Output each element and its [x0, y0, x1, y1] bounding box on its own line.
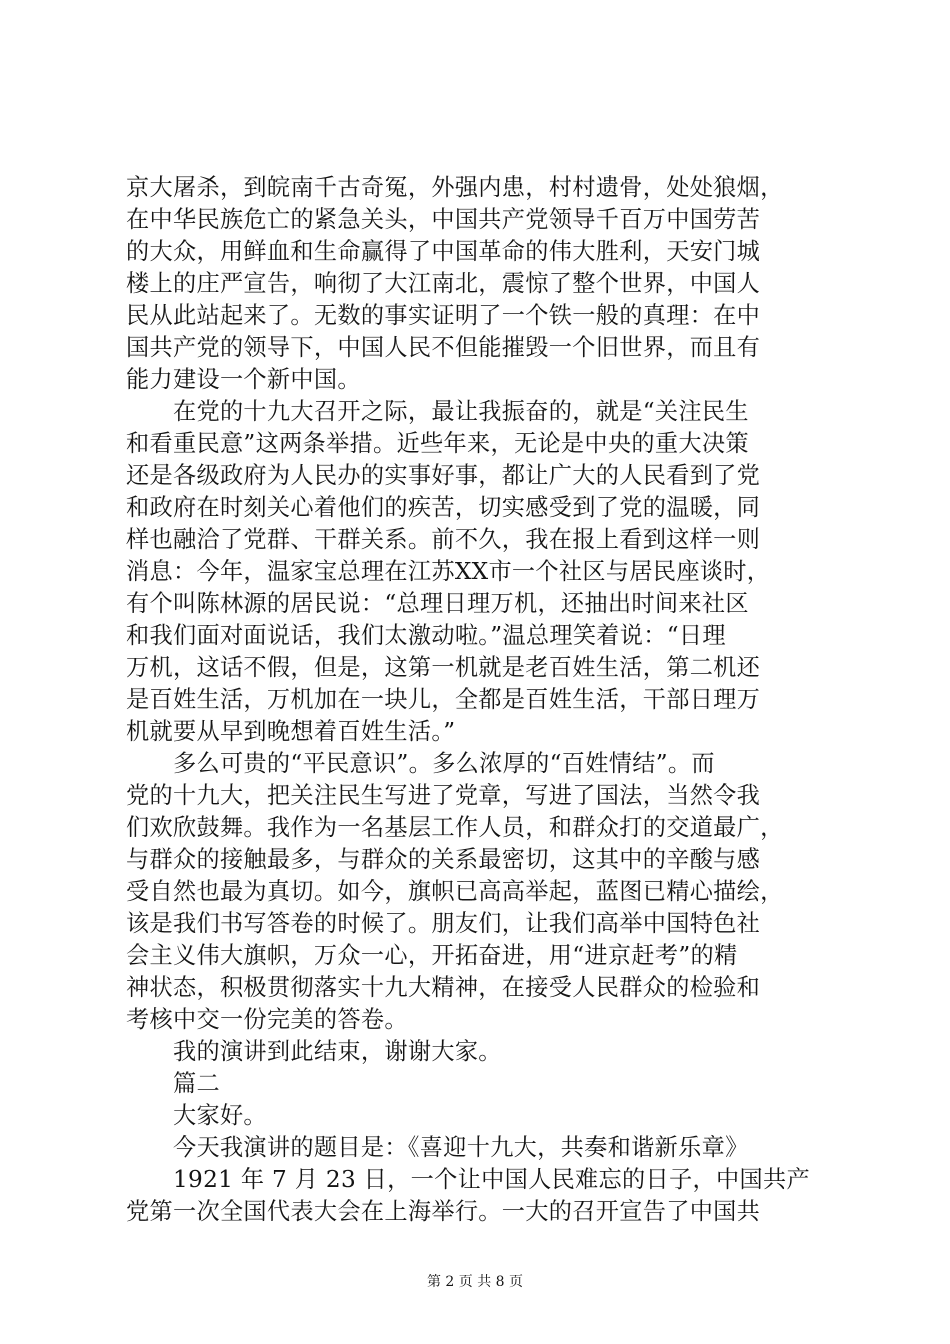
page-footer: 第 2 页 共 8 页	[426, 1274, 524, 1290]
text-line: 与群众的接触最多，与群众的关系最密切，这其中的辛酸与感	[126, 846, 761, 873]
text-line: 我的演讲到此结束，谢谢大家。	[126, 1038, 502, 1065]
text-line: 还是各级政府为人民办的实事好事，都让广大的人民看到了党	[126, 462, 761, 489]
text-line: 京大屠杀，到皖南千古奇冤，外强内患，村村遗骨，处处狼烟，	[126, 174, 784, 201]
text-line: 是百姓生活，万机加在一块儿，全都是百姓生活，干部日理万	[126, 686, 761, 713]
text-line: 万机，这话不假，但是，这第一机就是老百姓生活，第二机还	[126, 654, 761, 681]
document-body	[126, 172, 826, 1228]
text-line: 党的十九大，把关注民生写进了党章，写进了国法，当然令我	[126, 782, 761, 809]
text-line: 楼上的庄严宣告，响彻了大江南北，震惊了整个世界，中国人	[126, 270, 761, 297]
text-line: 在中华民族危亡的紧急关头，中国共产党领导千百万中国劳苦	[126, 206, 761, 233]
text-line: 大家好。	[126, 1102, 267, 1129]
text-line: 考核中交一份完美的答卷。	[126, 1006, 408, 1033]
text-line: 受自然也最为真切。如今，旗帜已高高举起，蓝图已精心描绘，	[126, 878, 784, 905]
text-line: 和政府在时刻关心着他们的疾苦，切实感受到了党的温暖，同	[126, 494, 761, 521]
text-line: 们欢欣鼓舞。我作为一名基层工作人员，和群众打的交道最广，	[126, 814, 784, 841]
text-line: 会主义伟大旗帜，万众一心，开拓奋进，用“进京赶考”的精	[126, 942, 738, 969]
text-line: 党第一次全国代表大会在上海举行。一大的召开宣告了中国共	[126, 1198, 761, 1225]
text-line: 该是我们书写答卷的时候了。朋友们，让我们高举中国特色社	[126, 910, 761, 937]
text-line: 有个叫陈林源的居民说：“总理日理万机，还抽出时间来社区	[126, 590, 749, 617]
text-line: 神状态，积极贯彻落实十九大精神，在接受人民群众的检验和	[126, 974, 761, 1001]
text-line: 国共产党的领导下，中国人民不但能摧毁一个旧世界，而且有	[126, 334, 761, 361]
text-line: 机就要从早到晚想着百姓生活。”	[126, 718, 456, 745]
text-line: 和看重民意”这两条举措。近些年来，无论是中央的重大决策	[126, 430, 749, 457]
text-line: 消息：今年，温家宝总理在江苏XX市一个社区与居民座谈时，	[126, 558, 771, 585]
text-line: 1921 年 7 月 23 日，一个让中国人民难忘的日子，中国共产	[126, 1166, 810, 1193]
text-line: 今天我演讲的题目是：《喜迎十九大，共奏和谐新乐章》	[126, 1134, 749, 1161]
text-line: 篇二	[126, 1070, 220, 1097]
text-line: 多么可贵的“平民意识”。多么浓厚的“百姓情结”。而	[126, 750, 715, 777]
text-line: 的大众，用鲜血和生命赢得了中国革命的伟大胜利，天安门城	[126, 238, 761, 265]
text-line: 能力建设一个新中国。	[126, 366, 361, 393]
text-line: 在党的十九大召开之际，最让我振奋的，就是“关注民生	[126, 398, 749, 425]
text-line: 民从此站起来了。无数的事实证明了一个铁一般的真理：在中	[126, 302, 761, 329]
text-line: 样也融洽了党群、干群关系。前不久，我在报上看到这样一则	[126, 526, 761, 553]
text-line: 和我们面对面说话，我们太激动啦。”温总理笑着说：“日理	[126, 622, 726, 649]
